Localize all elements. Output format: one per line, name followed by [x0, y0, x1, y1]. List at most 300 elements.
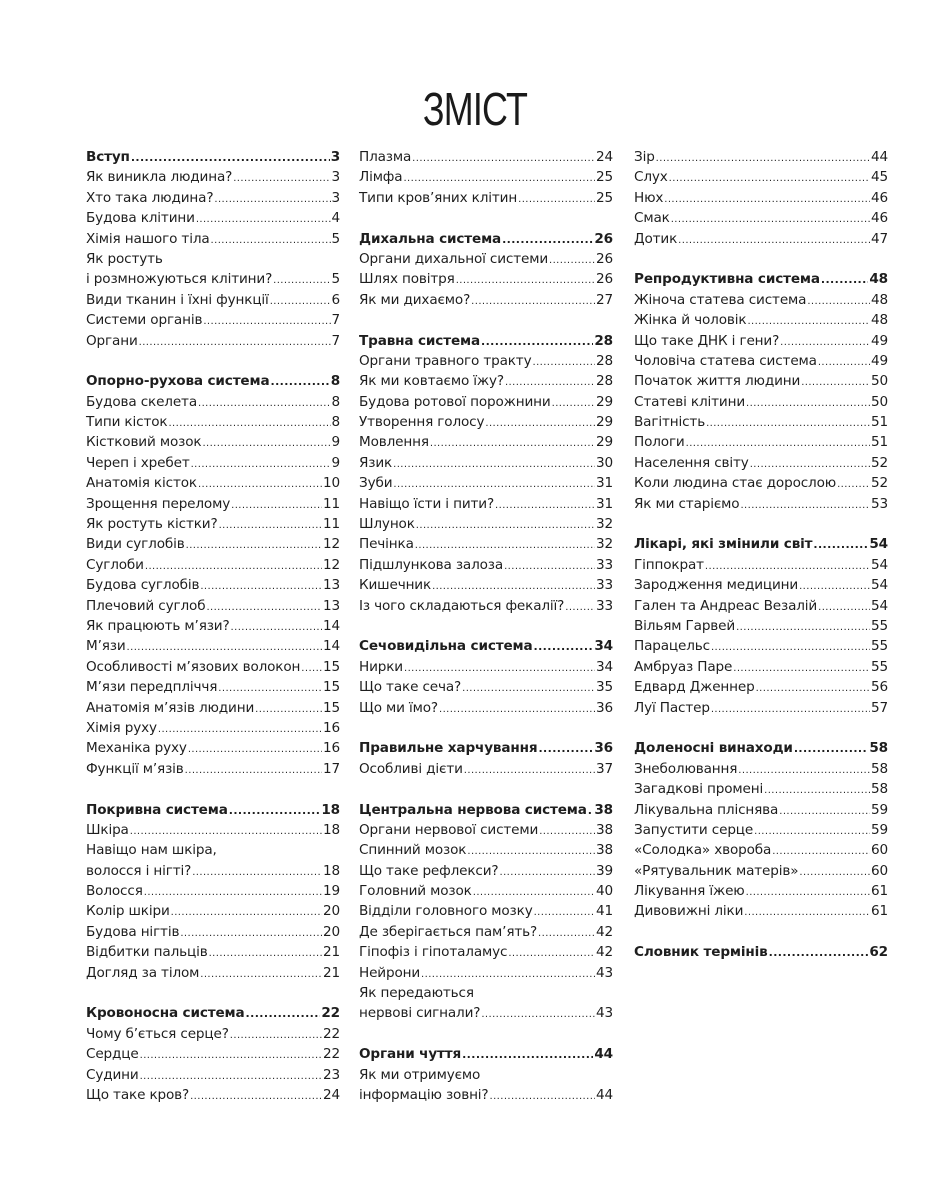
toc-entry[interactable] — [634, 208, 888, 228]
toc-entry[interactable] — [634, 555, 888, 575]
section-heading[interactable] — [359, 738, 613, 758]
toc-entry[interactable] — [634, 759, 888, 779]
dot-leader — [127, 636, 322, 658]
toc-entry[interactable] — [359, 167, 613, 187]
toc-entry[interactable] — [634, 331, 888, 351]
dot-leader — [255, 698, 322, 720]
toc-entry[interactable] — [634, 861, 888, 881]
dot-leader — [534, 636, 594, 657]
page-number: 6 — [331, 291, 340, 308]
page-number: 51 — [871, 434, 888, 451]
toc-entry[interactable] — [86, 188, 340, 208]
toc-entry[interactable] — [634, 800, 888, 820]
page-number: 11 — [323, 516, 340, 533]
dot-leader — [462, 677, 595, 699]
toc-entry[interactable] — [634, 412, 888, 432]
entry-title: Зрощення перелому — [86, 495, 231, 512]
toc-entry[interactable] — [634, 371, 888, 391]
toc-section — [86, 779, 340, 983]
entry-title: Населення світу — [634, 454, 749, 471]
page-number: 9 — [331, 434, 340, 451]
toc-entry[interactable] — [359, 453, 613, 473]
toc-entry[interactable] — [359, 555, 613, 575]
toc-entry[interactable] — [634, 310, 888, 330]
page-number: 34 — [596, 658, 613, 675]
dot-leader — [678, 229, 870, 251]
toc-entry[interactable] — [359, 759, 613, 779]
toc-entry[interactable] — [634, 432, 888, 452]
toc-entry[interactable] — [86, 331, 340, 351]
toc-entry[interactable] — [359, 881, 613, 901]
toc-entry[interactable] — [86, 1024, 340, 1044]
dot-leader — [180, 922, 322, 944]
toc-entry[interactable] — [634, 494, 888, 514]
toc-entry[interactable] — [634, 473, 888, 493]
toc-entry[interactable] — [359, 901, 613, 921]
toc-entry[interactable] — [359, 371, 613, 391]
toc-entry[interactable] — [634, 147, 888, 167]
toc-entry[interactable] — [634, 229, 888, 249]
toc-entry[interactable] — [86, 269, 340, 289]
page-number: 26 — [596, 271, 613, 288]
entry-title: Будова скелета — [86, 393, 197, 410]
dot-leader — [140, 1065, 322, 1087]
dot-leader — [481, 331, 593, 352]
page-number: 50 — [871, 373, 888, 390]
entry-title: Словник термінів — [634, 944, 768, 961]
entry-title: Зір — [634, 149, 655, 165]
entry-title: Кровоносна система — [86, 1005, 245, 1022]
dot-leader — [230, 1024, 322, 1046]
page-number: 31 — [596, 475, 613, 492]
entry-title: Будова клітини — [86, 210, 195, 227]
toc-entry[interactable] — [634, 188, 888, 208]
entry-title: Чому б’ється серце? — [86, 1025, 229, 1042]
dot-leader — [711, 698, 870, 720]
toc-entry[interactable] — [86, 820, 340, 840]
page-number: 8 — [331, 414, 340, 431]
dot-leader — [416, 514, 595, 536]
toc-entry[interactable] — [86, 167, 340, 187]
toc-entry[interactable] — [359, 657, 613, 677]
toc-entry[interactable] — [634, 392, 888, 412]
toc-entry[interactable] — [86, 1065, 340, 1085]
entry-title: Як ми дихаємо? — [359, 291, 471, 308]
page-number: 31 — [596, 495, 613, 512]
toc-entry[interactable] — [359, 820, 613, 840]
page-number: 50 — [871, 393, 888, 410]
page-number: 34 — [594, 638, 613, 655]
toc-entry[interactable] — [359, 861, 613, 881]
section-heading[interactable] — [359, 331, 613, 351]
toc-entry[interactable] — [634, 779, 888, 799]
toc-section — [359, 310, 613, 616]
toc-entry[interactable] — [359, 188, 613, 208]
page-number: 28 — [596, 352, 613, 369]
page-number: 12 — [323, 536, 340, 553]
toc-entry[interactable] — [86, 963, 340, 983]
page-number: 8 — [331, 393, 340, 410]
entry-title: Утворення голосу — [359, 414, 485, 431]
entry-title: інформацію зовні? — [359, 1086, 489, 1103]
page-number: 55 — [871, 658, 888, 675]
page-number: 24 — [596, 149, 613, 165]
toc-entry[interactable] — [86, 861, 340, 881]
toc-entry[interactable] — [86, 1044, 340, 1064]
entry-title: Що таке сеча? — [359, 679, 462, 696]
page-number: 4 — [331, 210, 340, 227]
entry-title: Кістковий мозок — [86, 434, 202, 451]
toc-section — [634, 249, 888, 514]
toc-entry[interactable] — [359, 575, 613, 595]
page-number: 21 — [323, 964, 340, 981]
section-heading[interactable] — [86, 800, 340, 820]
toc-entry[interactable] — [86, 514, 340, 534]
dot-leader — [711, 636, 870, 658]
page-number: 60 — [871, 842, 888, 859]
toc-entry[interactable] — [359, 698, 613, 718]
entry-title: Коли людина стає дорослою — [634, 475, 837, 492]
dot-leader — [462, 1044, 593, 1065]
entry-title: Де зберігається пам’ять? — [359, 923, 538, 940]
toc-entry[interactable] — [359, 840, 613, 860]
toc-entry[interactable] — [359, 942, 613, 962]
page-number: 54 — [869, 536, 888, 553]
dot-leader — [218, 677, 322, 699]
dot-leader — [565, 596, 595, 618]
section-heading[interactable] — [359, 636, 613, 656]
toc-entry[interactable] — [86, 718, 340, 738]
entry-title: Зуби — [359, 475, 393, 492]
toc-section — [86, 147, 340, 351]
entry-title: Шлях повітря — [359, 271, 455, 288]
page-number: 49 — [871, 332, 888, 349]
toc-entry[interactable] — [86, 229, 340, 249]
toc-entry[interactable] — [634, 351, 888, 371]
dot-leader — [534, 901, 595, 923]
dot-leader — [403, 167, 595, 189]
entry-title: Хто така людина? — [86, 189, 214, 206]
toc-entry[interactable] — [359, 514, 613, 534]
toc-entry[interactable] — [86, 759, 340, 779]
toc-entry[interactable] — [86, 290, 340, 310]
toc-entry[interactable] — [86, 636, 340, 656]
page-number: 33 — [596, 556, 613, 573]
section-heading[interactable] — [86, 147, 340, 167]
toc-entry[interactable] — [634, 677, 888, 697]
entry-title: Плечовий суглоб — [86, 597, 206, 614]
dot-leader — [198, 473, 322, 495]
entry-title: Гален та Андреас Везалій — [634, 597, 818, 614]
toc-entry[interactable] — [634, 881, 888, 901]
toc-entry[interactable] — [634, 840, 888, 860]
dot-leader — [747, 310, 870, 332]
page-number: 48 — [871, 312, 888, 329]
section-heading[interactable] — [634, 738, 888, 758]
toc-entry[interactable] — [359, 412, 613, 432]
dot-leader — [500, 861, 595, 883]
page-number: 26 — [596, 250, 613, 267]
page-number: 21 — [323, 944, 340, 961]
toc-entry[interactable] — [359, 534, 613, 554]
page-number: 44 — [871, 149, 888, 165]
entry-title: Як працюють м’язи? — [86, 617, 230, 634]
toc-entry[interactable] — [634, 453, 888, 473]
dot-leader — [301, 657, 322, 679]
entry-title: М’язи — [86, 638, 126, 655]
toc-entry[interactable] — [359, 473, 613, 493]
toc-entry-line-1[interactable] — [86, 249, 340, 269]
dot-leader — [456, 269, 595, 291]
page-number: 51 — [871, 414, 888, 431]
dot-leader — [779, 800, 870, 822]
entry-title: Вільям Гарвей — [634, 617, 736, 634]
entry-title: Правильне харчування — [359, 740, 538, 757]
entry-title: Як ростуть кістки? — [86, 516, 218, 533]
page-number: 58 — [871, 781, 888, 798]
dot-leader — [140, 1044, 322, 1066]
page-number: 61 — [871, 883, 888, 900]
section-gap — [359, 208, 613, 228]
page-number: 25 — [596, 189, 613, 206]
entry-title: Мовлення — [359, 434, 429, 451]
toc-entry[interactable] — [634, 636, 888, 656]
page-number: 17 — [323, 760, 340, 777]
dot-leader — [502, 229, 593, 250]
dot-leader — [412, 147, 595, 169]
dot-leader — [246, 1003, 321, 1024]
toc-entry[interactable] — [359, 392, 613, 412]
page-number: 46 — [871, 189, 888, 206]
toc-entry[interactable] — [634, 616, 888, 636]
entry-title: Покривна система — [86, 801, 228, 818]
page-number: 46 — [871, 210, 888, 227]
toc-entry[interactable] — [86, 942, 340, 962]
toc-section — [634, 514, 888, 718]
page-title: ЗМІСТ — [422, 83, 528, 135]
dot-leader — [769, 942, 869, 963]
toc-entry[interactable] — [86, 881, 340, 901]
toc-entry[interactable] — [359, 963, 613, 983]
section-gap — [634, 922, 888, 942]
toc-entry[interactable] — [86, 534, 340, 554]
page-number: 55 — [871, 617, 888, 634]
toc-entry[interactable] — [86, 453, 340, 473]
toc-entry[interactable] — [359, 494, 613, 514]
entry-title: Судини — [86, 1066, 139, 1083]
entry-title: Дихальна система — [359, 230, 502, 247]
page-number: 12 — [323, 556, 340, 573]
page-number: 23 — [323, 1066, 340, 1083]
toc-entry[interactable] — [359, 147, 613, 167]
dot-leader — [186, 534, 322, 556]
toc-entry[interactable] — [359, 290, 613, 310]
page-number: 42 — [596, 923, 613, 940]
toc-entry[interactable] — [359, 269, 613, 289]
dot-leader — [145, 555, 322, 577]
toc-entry[interactable] — [359, 1003, 613, 1023]
page-number: 58 — [871, 760, 888, 777]
entry-title: Початок життя людини — [634, 373, 801, 390]
dot-leader — [231, 616, 322, 638]
toc-entry[interactable] — [634, 698, 888, 718]
entry-title: Пологи — [634, 434, 685, 451]
entry-title: Лікування їжею — [634, 883, 745, 900]
dot-leader — [733, 657, 870, 679]
section-gap — [359, 718, 613, 738]
section-gap — [359, 616, 613, 636]
page-number: 41 — [596, 903, 613, 920]
entry-title: Як ми отримуємо — [359, 1066, 481, 1083]
page-number: 45 — [871, 169, 888, 186]
page-number: 14 — [323, 617, 340, 634]
dot-leader — [669, 167, 870, 189]
entry-title: Підшлункова залоза — [359, 556, 504, 573]
page-number: 40 — [596, 883, 613, 900]
toc-entry[interactable] — [359, 432, 613, 452]
toc-entry[interactable] — [86, 1085, 340, 1105]
page-number: 29 — [596, 414, 613, 431]
entry-title: Печінка — [359, 536, 414, 553]
entry-title: Особливості м’язових волокон — [86, 658, 301, 675]
entry-title: Особливі дієти — [359, 760, 463, 777]
toc-entry[interactable] — [634, 596, 888, 616]
entry-title: Що ми їмо? — [359, 699, 438, 716]
page-number: 36 — [594, 740, 613, 757]
entry-title: Жінка й чоловік — [634, 312, 747, 329]
section-gap — [359, 310, 613, 330]
toc-entry[interactable] — [86, 616, 340, 636]
section-heading[interactable] — [86, 1003, 340, 1023]
section-heading[interactable] — [634, 942, 888, 962]
entry-title: Органи чуття — [359, 1046, 462, 1063]
entry-title: Види суглобів — [86, 536, 185, 553]
toc-section — [634, 922, 888, 963]
page-number: 18 — [323, 862, 340, 879]
toc-entry[interactable] — [634, 575, 888, 595]
dot-leader — [495, 494, 595, 516]
dot-leader — [772, 840, 870, 862]
toc-entry[interactable] — [86, 677, 340, 697]
entry-title: Жіноча статева система — [634, 291, 807, 308]
toc-entry[interactable] — [86, 901, 340, 921]
toc-entry[interactable] — [86, 596, 340, 616]
toc-entry[interactable] — [86, 310, 340, 330]
dot-leader — [706, 412, 870, 434]
dot-leader — [467, 840, 595, 862]
toc-entry-line-1[interactable] — [86, 840, 340, 860]
dot-leader — [588, 800, 594, 821]
entry-title: Парацельс — [634, 638, 710, 655]
dot-leader — [508, 942, 595, 964]
toc-entry[interactable] — [86, 575, 340, 595]
toc-entry[interactable] — [634, 167, 888, 187]
toc-entry[interactable] — [86, 432, 340, 452]
dot-leader — [209, 942, 322, 964]
toc-entry[interactable] — [86, 922, 340, 942]
toc-entry[interactable] — [359, 351, 613, 371]
section-heading[interactable] — [634, 534, 888, 554]
toc-entry[interactable] — [634, 901, 888, 921]
entry-title: Що таке кров? — [86, 1086, 190, 1103]
toc-entry[interactable] — [86, 738, 340, 758]
dot-leader — [705, 555, 870, 577]
toc-entry[interactable] — [634, 820, 888, 840]
toc-entry[interactable] — [86, 473, 340, 493]
dot-leader — [549, 249, 595, 271]
toc-entry[interactable] — [359, 1085, 613, 1105]
toc-entry[interactable] — [86, 494, 340, 514]
entry-title: Органи дихальної системи — [359, 250, 549, 267]
toc-entry[interactable] — [359, 677, 613, 697]
page-number: 8 — [330, 373, 340, 390]
section-heading[interactable] — [86, 371, 340, 391]
toc-entry[interactable] — [86, 208, 340, 228]
page-number: 53 — [871, 495, 888, 512]
toc-entry-line-1[interactable] — [359, 983, 613, 1003]
entry-title: Волосся — [86, 883, 143, 900]
entry-title: Функції м’язів — [86, 760, 184, 777]
dot-leader — [188, 738, 322, 760]
dot-leader — [168, 412, 330, 434]
page-number: 52 — [871, 454, 888, 471]
page-number: 16 — [323, 740, 340, 757]
section-heading[interactable] — [634, 269, 888, 289]
dot-leader — [780, 331, 870, 353]
dot-leader — [813, 534, 868, 555]
section-heading[interactable] — [359, 1044, 613, 1064]
page-number: 10 — [323, 475, 340, 492]
dot-leader — [490, 1085, 596, 1107]
entry-title: Як виникла людина? — [86, 169, 233, 186]
entry-title: Типи кров’яних клітин — [359, 189, 518, 206]
section-heading[interactable] — [359, 229, 613, 249]
page-number: 36 — [596, 699, 613, 716]
page-number: 5 — [331, 230, 340, 247]
section-gap — [634, 514, 888, 534]
entry-title: Доленосні винаходи — [634, 740, 793, 757]
dot-leader — [131, 147, 330, 168]
page-number: 54 — [871, 577, 888, 594]
dot-leader — [818, 351, 870, 373]
toc-entry[interactable] — [86, 698, 340, 718]
toc-entry[interactable] — [86, 412, 340, 432]
toc-entry[interactable] — [634, 657, 888, 677]
toc-entry[interactable] — [359, 249, 613, 269]
toc-entry-line-1[interactable] — [359, 1065, 613, 1085]
dot-leader — [415, 534, 595, 556]
toc-entry[interactable] — [359, 922, 613, 942]
toc-section — [359, 779, 613, 1024]
toc-entry[interactable] — [86, 392, 340, 412]
section-gap — [359, 779, 613, 799]
toc-entry[interactable] — [86, 555, 340, 575]
toc-entry[interactable] — [634, 290, 888, 310]
dot-leader — [196, 208, 331, 230]
toc-section — [86, 983, 340, 1105]
entry-title: Плазма — [359, 149, 412, 165]
toc-entry[interactable] — [86, 657, 340, 677]
section-heading[interactable] — [359, 800, 613, 820]
dot-leader — [185, 759, 322, 781]
toc-entry[interactable] — [359, 596, 613, 616]
page-number: 56 — [871, 679, 888, 696]
entry-title: Як передаються — [359, 985, 474, 1002]
entry-title: Луї Пастер — [634, 699, 710, 716]
entry-title: Механіка руху — [86, 740, 187, 757]
page-number: 28 — [594, 332, 613, 349]
entry-title: Типи кісток — [86, 414, 168, 431]
